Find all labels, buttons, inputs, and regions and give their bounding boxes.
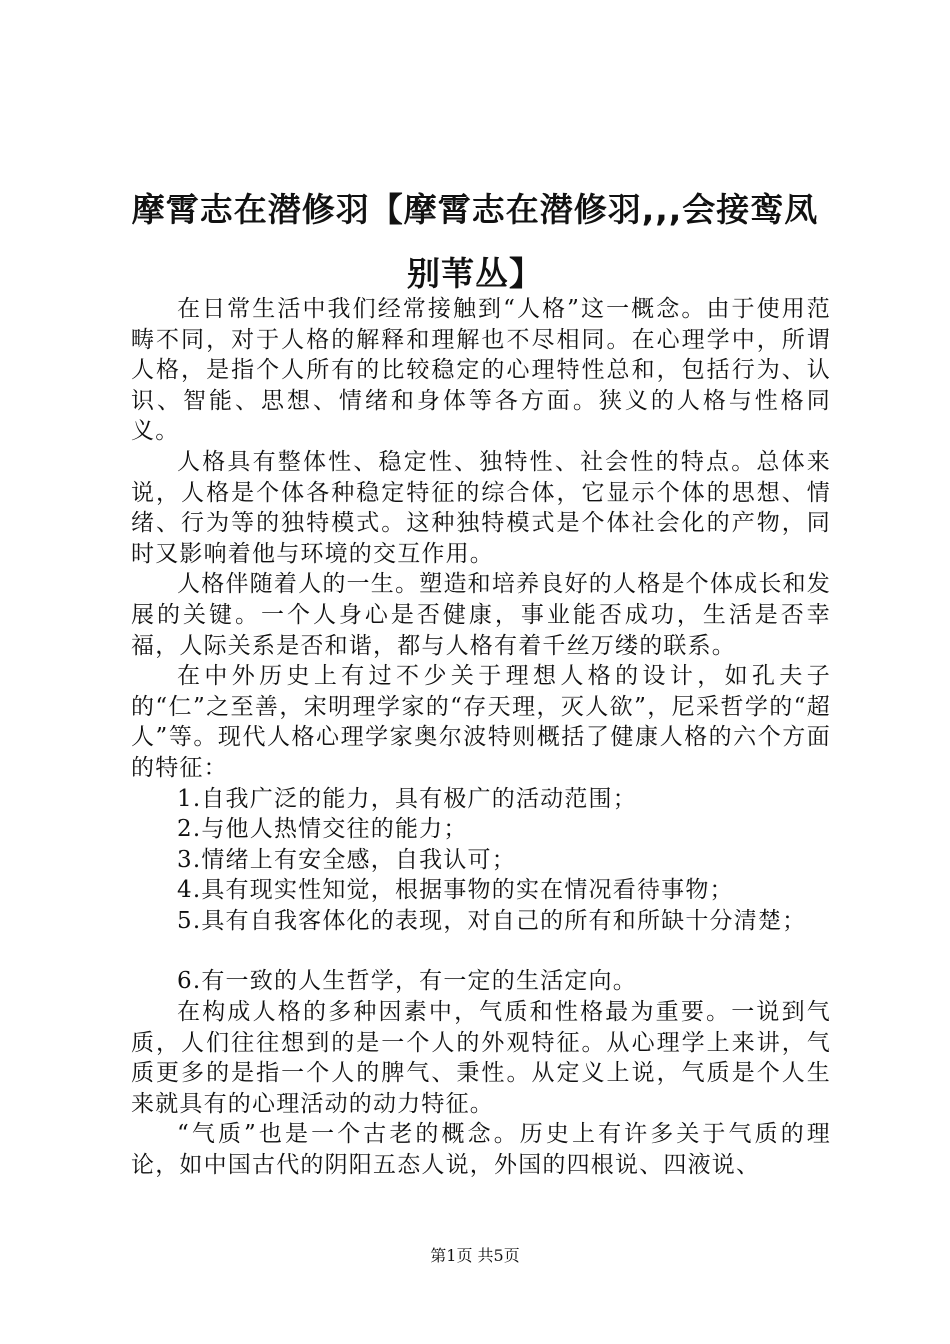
list-item: 1.自我广泛的能力，具有极广的活动范围； (177, 785, 637, 812)
list-item: 5.具有自我客体化的表现，对自己的所有和所缺十分清楚； (177, 907, 807, 934)
document-title: 摩霄志在潜修羽【摩霄志在潜修羽,,,会接鸾凤别苇丛】 (131, 190, 819, 293)
paragraph: 人格伴随着人的一生。塑造和培养良好的人格是个体成长和发展的关键。一个人身心是否健康，事业能否成功，生活是否幸福，人际关系是否和谐，都与人格有着千丝万缕的联系。 (131, 571, 831, 659)
list-item: 2.与他人热情交往的能力； (177, 816, 468, 843)
paragraph: 在日常生活中我们经常接触到“人格”这一概念。由于使用范畴不同，对于人格的解释和理解也不尽相同。在心理学中，所谓人格，是指个人所有的比较稳定的心理特性总和，包括行为、认识、智能、思想、情绪和身体等各方面。狭义的人格与性格同义。 (131, 296, 831, 445)
document-body (131, 294, 831, 1181)
list-item: 4.具有现实性知觉，根据事物的实在情况看待事物； (177, 877, 734, 904)
page-footer: 第1页 共5页 (430, 1246, 520, 1265)
spacer (131, 936, 831, 966)
paragraph: “气质”也是一个古老的概念。历史上有许多关于气质的理论，如中国古代的阴阳五态人说，外国的四根说、四液说、 (131, 1121, 831, 1179)
list-item: 6.有一致的人生哲学，有一定的生活定向。 (177, 968, 637, 995)
paragraph: 在构成人格的多种因素中，气质和性格最为重要。一说到气质，人们往往想到的是一个人的外观特征。从心理学上来讲，气质更多的是指一个人的脾气、秉性。从定义上说，气质是个人生来就具有的心理活动的动力特征。 (131, 999, 831, 1117)
paragraph: 人格具有整体性、稳定性、独特性、社会性的特点。总体来说，人格是个体各种稳定特征的综合体，它显示个体的思想、情绪、行为等的独特模式。这种独特模式是个体社会化的产物，同时又影响着他与环境的交互作用。 (131, 448, 831, 567)
paragraph: 在中外历史上有过不少关于理想人格的设计，如孔夫子的“仁”之至善，宋明理学家的“存天理，灭人欲”，尼采哲学的“超人”等。现代人格心理学家奥尔波特则概括了健康人格的六个方面的特征： (131, 663, 831, 781)
list-item: 3.情绪上有安全感，自我认可； (177, 846, 516, 873)
